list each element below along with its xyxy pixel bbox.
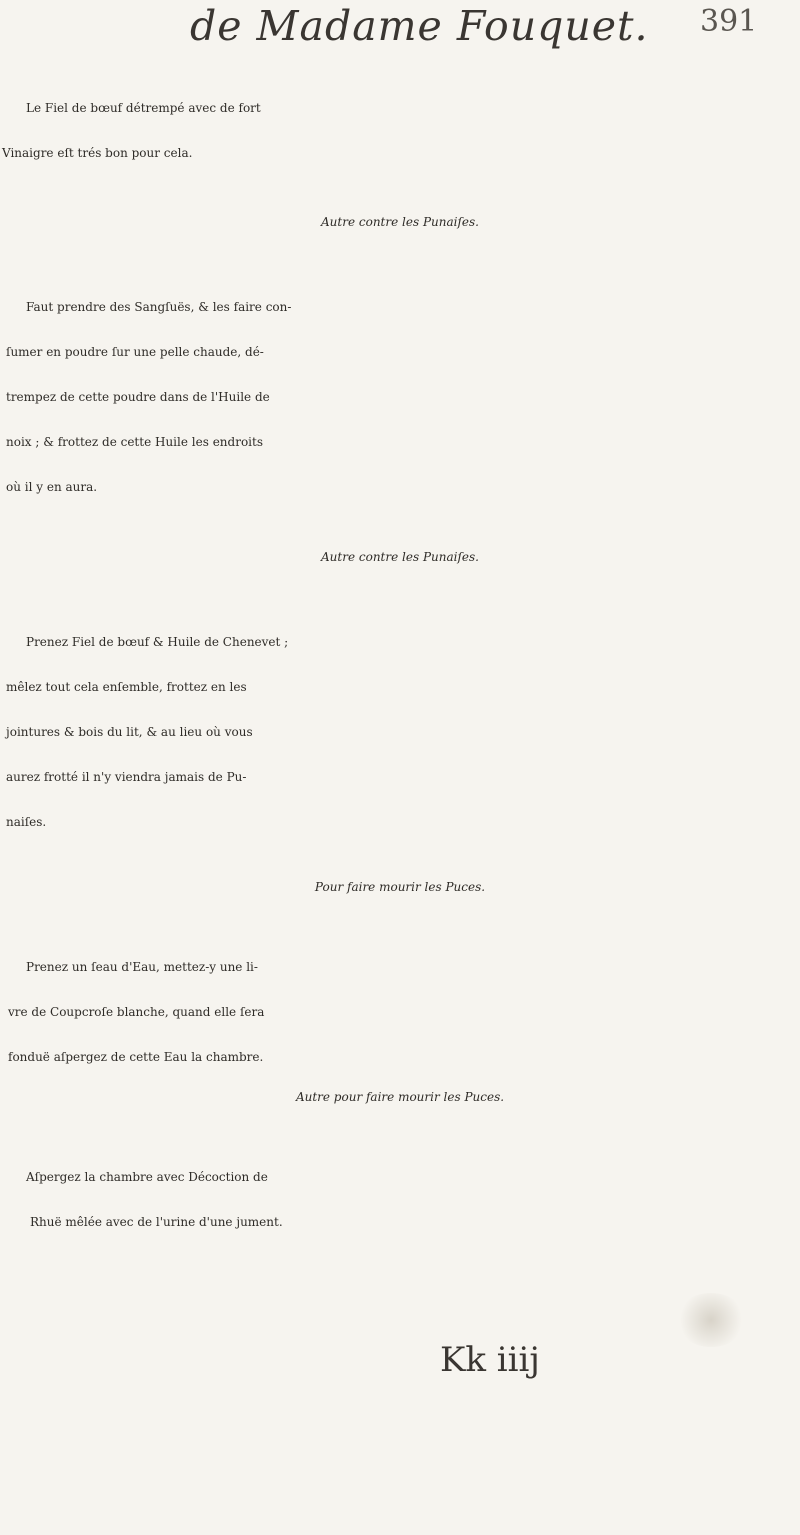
- text-line: Prenez Fiel de bœuf & Huile de Chenevet ;: [26, 635, 289, 649]
- text-line: Prenez un ſeau d'Eau, mettez-y une li-: [26, 960, 258, 974]
- text-line: fonduë aſpergez de cette Eau la chambre.: [8, 1050, 264, 1064]
- section-title: Pour faire mourir les Puces.: [314, 880, 486, 894]
- recipe-paragraph: [0, 1155, 800, 1245]
- ink-stain: [676, 1293, 746, 1347]
- text-line: mêlez tout cela enſemble, frottez en les: [6, 680, 247, 694]
- recipe-paragraph: [0, 620, 800, 845]
- text-line: Le Fiel de bœuf détrempé avec de fort: [26, 101, 261, 115]
- text-line: noix ; & frottez de cette Huile les endroits: [6, 435, 263, 449]
- recipe-paragraph: [0, 945, 800, 1080]
- section-title: Autre contre les Punaiſes.: [321, 550, 479, 564]
- text-line: où il y en aura.: [6, 480, 98, 494]
- text-line: Faut prendre des Sangſuës, & les faire con-: [26, 300, 292, 314]
- recipe-paragraph: [0, 285, 800, 510]
- recipe-intro-paragraph: [0, 86, 800, 176]
- text-line: naiſes.: [6, 815, 47, 829]
- text-line: Vinaigre eſt trés bon pour cela.: [2, 146, 193, 160]
- signature-mark: Kk iiij: [440, 1340, 540, 1380]
- text-line: Aſpergez la chambre avec Décoction de: [26, 1170, 268, 1184]
- text-line: jointures & bois du lit, & au lieu où vous: [6, 725, 253, 739]
- page-header: [0, 2, 800, 64]
- section-title: Autre pour faire mourir les Puces.: [295, 1090, 505, 1104]
- text-line: trempez de cette poudre dans de l'Huile de: [6, 390, 270, 404]
- section-title: Autre contre les Punaiſes.: [321, 215, 479, 229]
- text-line: aurez frotté il n'y viendra jamais de Pu-: [6, 770, 247, 784]
- text-line: Rhuë mêlée avec de l'urine d'une jument.: [30, 1215, 283, 1229]
- text-line: vre de Coupcroſe blanche, quand elle ſera: [8, 1005, 265, 1019]
- running-head: de Madame Fouquet.: [190, 2, 649, 50]
- text-line: ſumer en poudre ſur une pelle chaude, dé-: [6, 345, 264, 359]
- page-number: 391: [700, 4, 758, 39]
